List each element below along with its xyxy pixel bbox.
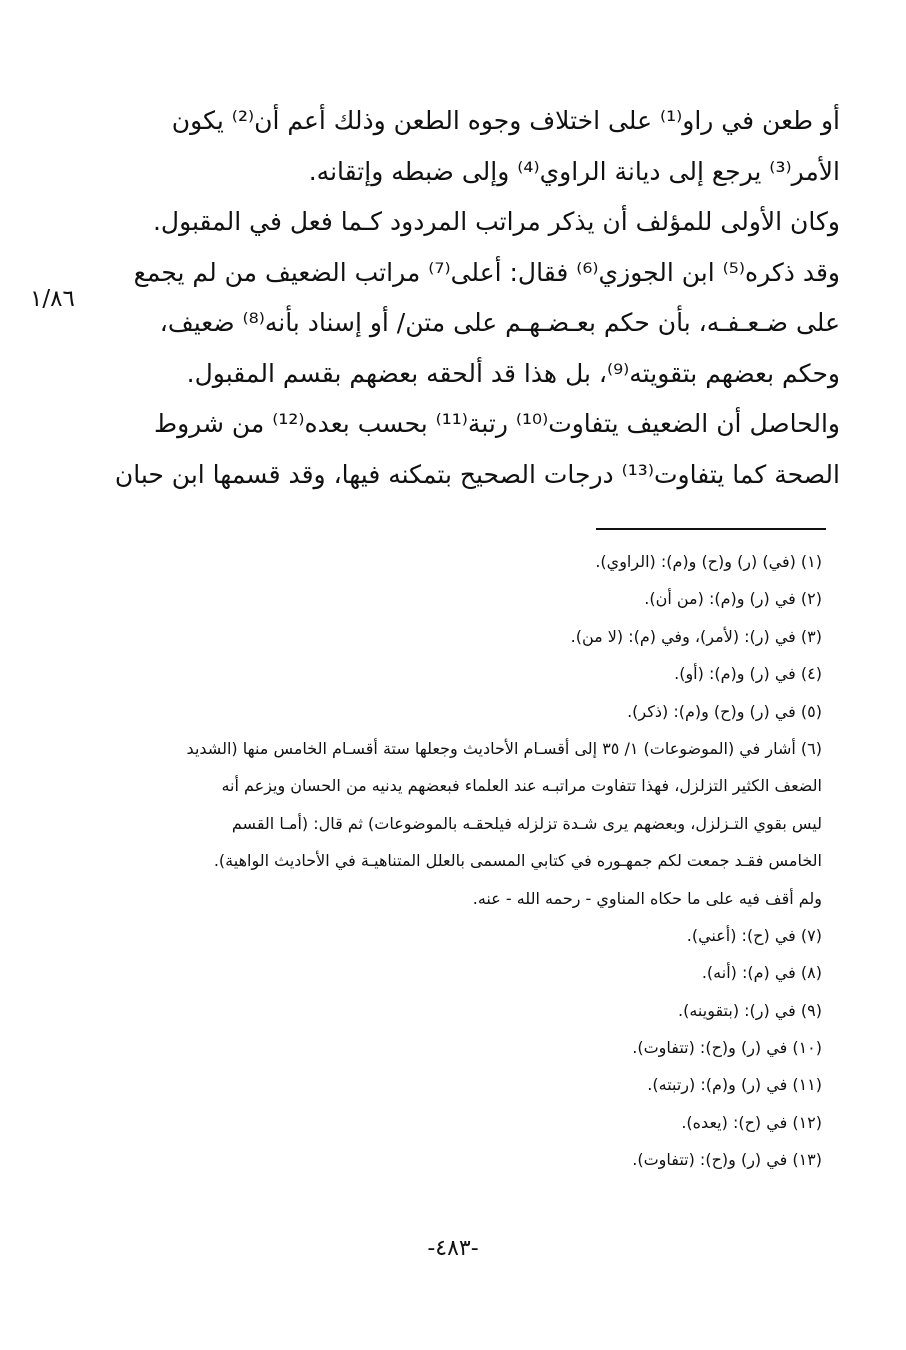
footnote-line: (٩) في (ر): (بتقوينه).: [678, 1000, 822, 1020]
main-text-line: الأمر⁽³⁾ يرجع إلى ديانة الراوي⁽⁴⁾ وإلى ضبطه وإتقانه.: [308, 156, 840, 186]
main-text-line: والحاصل أن الضعيف يتفاوت⁽¹⁰⁾ رتبة⁽¹¹⁾ بحسب بعده⁽¹²⁾ من شروط: [153, 409, 840, 438]
footnote-line: ولم أقف فيه على ما حكاه المناوي - رحمه الله - عنه.: [472, 888, 822, 908]
footnote-line: (٦) أشار في (الموضوعات) ١/ ٣٥ إلى أقسـام الأحاديث وجعلها ستة أقسـام الخامس منها (الشديد: [186, 738, 822, 758]
footnote-line: (٤) في (ر) و(م): (أو).: [674, 664, 822, 684]
main-text-line: وكان الأولى للمؤلف أن يذكر مراتب المردود كـما فعل في المقبول.: [152, 207, 840, 236]
footnote-line: (٣) في (ر): (لأمر)، وفي (م): (لا من).: [570, 626, 822, 646]
footnote-separator-rule: [596, 528, 826, 530]
main-text-line: أو طعن في راو⁽¹⁾ على اختلاف وجوه الطعن وذلك أعم أن⁽²⁾ يكون: [171, 106, 840, 135]
footnote-line: (٥) في (ر) و(ح) و(م): (ذكر).: [627, 701, 822, 721]
footnote-line: (١١) في (ر) و(م): (رتبته).: [647, 1075, 822, 1095]
footnote-line: (١٣) في (ر) و(ح): (تتفاوت).: [632, 1150, 822, 1170]
footnote-line: (٢) في (ر) و(م): (من أن).: [644, 589, 822, 609]
page-number: -٤٨٣-: [427, 1236, 479, 1261]
main-text-line: على ضـعـفـه، بأن حكم بعـضـهـم على متن/ أو إسناد بأنه⁽⁸⁾ ضعيف،: [159, 308, 840, 337]
main-body-text: [114, 96, 840, 500]
footnote-line: الضعف الكثير التزلزل، فهذا تتفاوت مراتبـه عند العلماء فبعضهم يدنيه من الحسان ويزعم أنه: [221, 776, 822, 796]
footnote-line: ليس بقوي التـزلزل، وبعضهم يرى شـدة تزلزله فيلحقـه بالموضوعات) ثم قال: (أمـا القسم: [231, 813, 822, 833]
main-text-line: الصحة كما يتفاوت⁽¹³⁾ درجات الصحيح بتمكنه فيها، وقد قسمها ابن حبان: [114, 459, 840, 489]
main-text-line: وحكم بعضهم بتقويته⁽⁹⁾، بل هذا قد ألحقه بعضهم بقسم المقبول.: [186, 358, 840, 388]
footnote-line: الخامس فقـد جمعت لكم جمهـوره في كتابي المسمى بالعلل المتناهيـة في الأحاديث الواهية).: [213, 851, 822, 871]
main-text-line: وقد ذكره⁽⁵⁾ ابن الجوزي⁽⁶⁾ فقال: أعلى⁽⁷⁾ مراتب الضعيف من لم يجمع: [133, 257, 840, 287]
footnote-line: (٨) في (م): (أنه).: [701, 963, 822, 983]
footnote-line: (٧) في (ح): (أعني).: [686, 925, 822, 945]
margin-manuscript-reference: ١/٨٦: [30, 286, 75, 312]
footnotes-section: [96, 543, 822, 1179]
footnote-line: (١٢) في (ح): (يعده).: [681, 1112, 822, 1132]
footnote-line: (١٠) في (ر) و(ح): (تتفاوت).: [632, 1038, 822, 1058]
footnote-line: (١) (في) (ر) و(ح) و(م): (الراوي).: [595, 552, 822, 571]
